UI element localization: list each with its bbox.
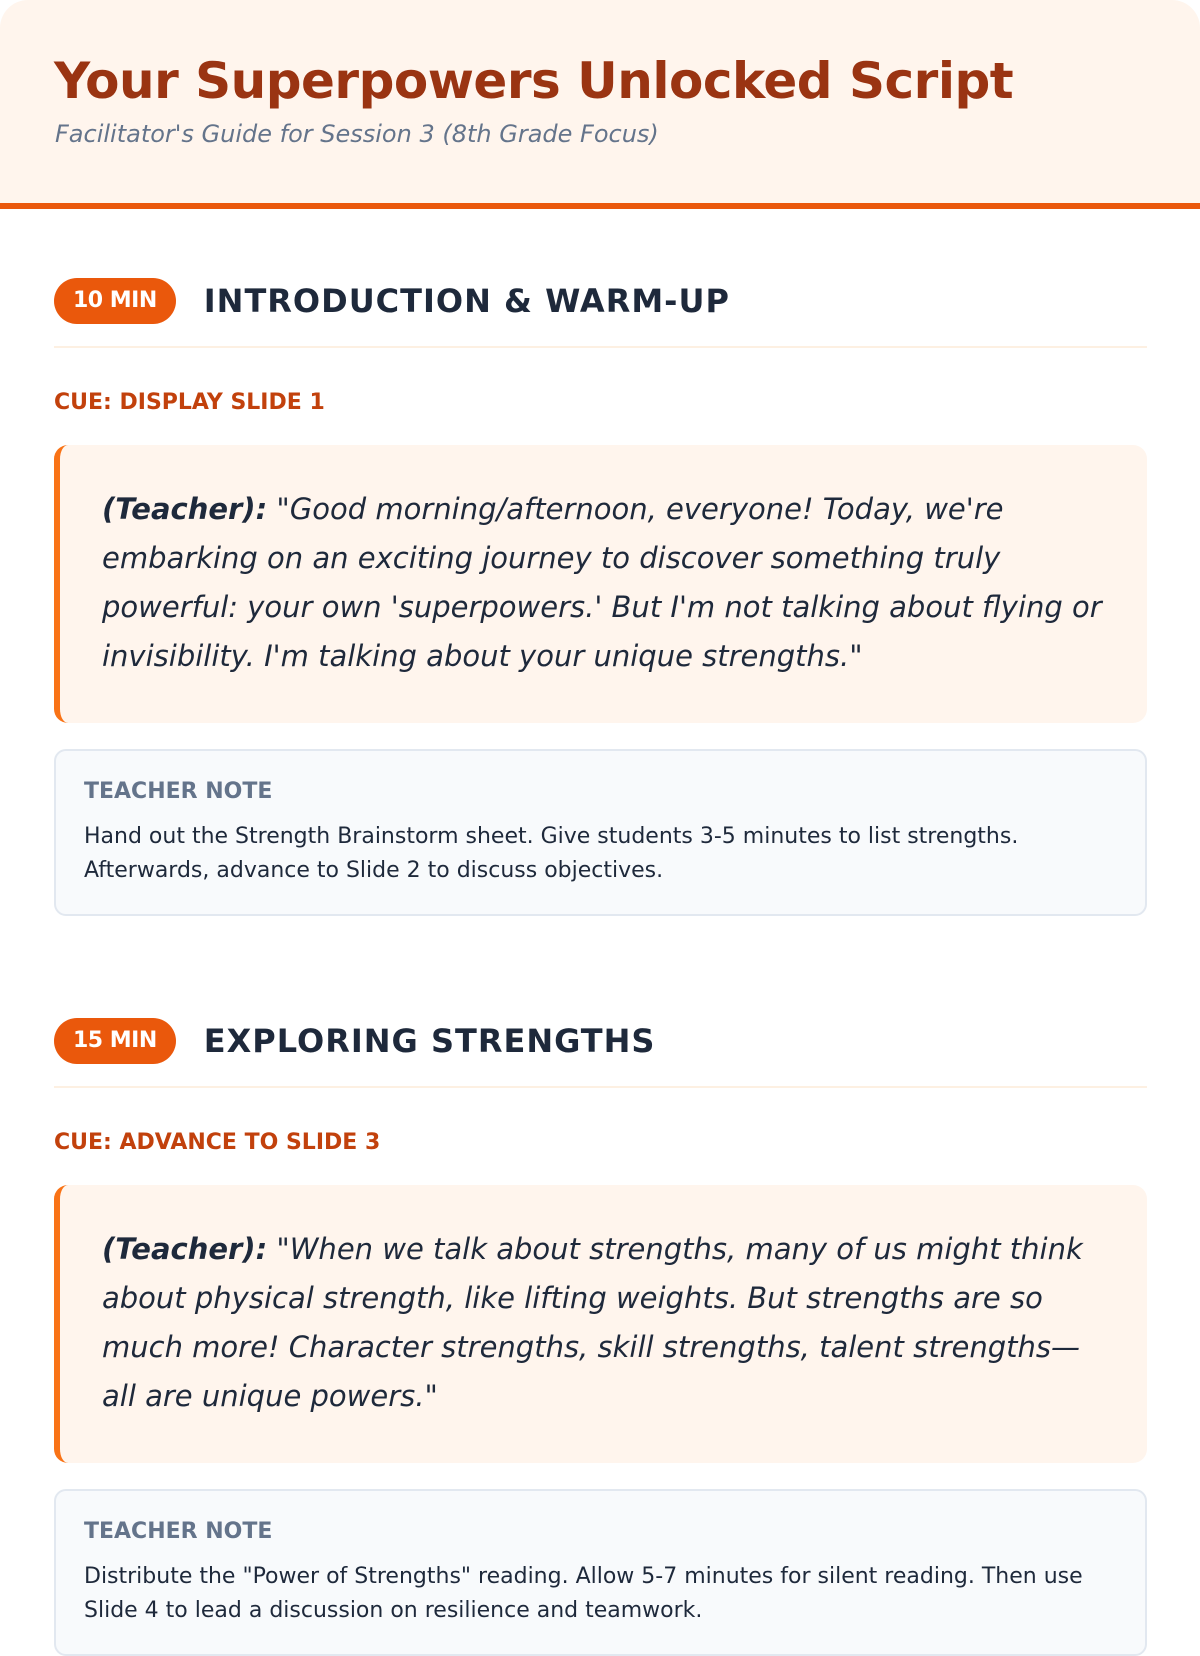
- page-subtitle: Facilitator's Guide for Session 3 (8th Grade Focus): [55, 120, 659, 148]
- section-title: EXPLORING STRENGTHS: [203, 1022, 656, 1060]
- teacher-note-text: Hand out the Strength Brainstorm sheet. Give students 3-5 minutes to list strengths. Afterwards, advance to Slide 2 to discuss objectives.: [84, 824, 1019, 883]
- section-exploring-strengths: [54, 1010, 1147, 1656]
- teacher-note-text: Distribute the "Power of Strengths" reading. Allow 5-7 minutes for silent reading. Then use Slide 4 to lead a discussion on resilience and teamwork.: [84, 1564, 1083, 1623]
- teacher-note: [54, 1489, 1147, 1656]
- slide-cue: CUE: ADVANCE TO SLIDE 3: [54, 1130, 381, 1155]
- section-title: INTRODUCTION & WARM-UP: [203, 282, 730, 320]
- page-title: Your Superpowers Unlocked Script: [54, 52, 1014, 110]
- teacher-note-label: TEACHER NOTE: [84, 779, 273, 804]
- duration-badge: 10 MIN: [54, 278, 176, 324]
- script-text: "When we talk about strengths, many of us might think about physical strength, like lifting weights. But strengths are so much more! Character strengths, skill strengths, talent strengths—all are unique powers.": [102, 1232, 1083, 1413]
- duration-badge: 15 MIN: [54, 1018, 176, 1064]
- section-header: [54, 270, 1147, 348]
- section-introduction: [54, 270, 1147, 916]
- teacher-script-quote: [54, 1185, 1147, 1463]
- slide-cue: CUE: DISPLAY SLIDE 1: [54, 390, 325, 415]
- speaker-label: (Teacher):: [102, 1232, 268, 1266]
- speaker-label: (Teacher):: [102, 492, 268, 526]
- section-header: [54, 1010, 1147, 1088]
- teacher-note: [54, 749, 1147, 916]
- teacher-note-label: TEACHER NOTE: [84, 1519, 273, 1544]
- teacher-script-quote: [54, 445, 1147, 723]
- page-header: [0, 0, 1200, 209]
- script-text: "Good morning/afternoon, everyone! Today, we're embarking on an exciting journey to discover something truly powerful: your own 'superpowers.' But I'm not talking about flying or invisibility. I'm talking about your unique strengths.": [102, 492, 1102, 673]
